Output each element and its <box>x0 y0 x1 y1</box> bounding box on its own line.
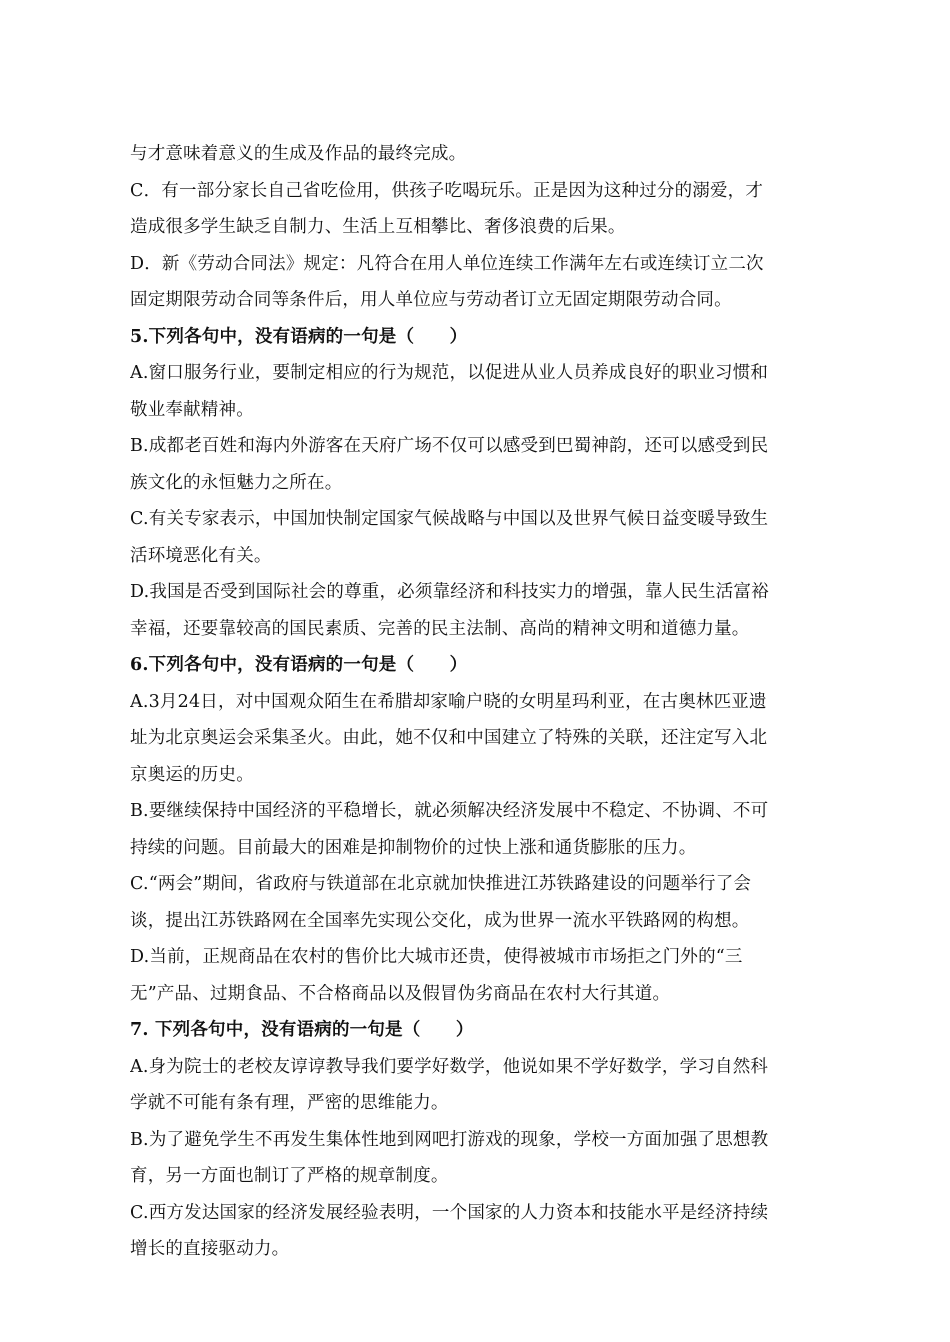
text-line: 活环境恶化有关。 <box>130 545 272 566</box>
text-line: C.西方发达国家的经济发展经验表明，一个国家的人力资本和技能水平是经济持续 <box>130 1202 769 1223</box>
text-line: 固定期限劳动合同等条件后，用人单位应与劳动者订立无固定期限劳动合同。 <box>130 290 732 310</box>
text-line: C.“两会”期间，省政府与铁道部在北京就加快推进江苏铁路建设的问题举行了会 <box>130 874 752 894</box>
question-heading: 7. 下列各句中，没有语病的一句是（ ） <box>130 1020 474 1040</box>
text-line: A.窗口服务行业，要制定相应的行为规范，以促进从业人员养成良好的职业习惯和 <box>130 363 769 383</box>
text-line: C.有关专家表示，中国加快制定国家气候战略与中国以及世界气候日益变暖导致生 <box>130 509 769 529</box>
text-line: B.为了避免学生不再发生集体性地到网吧打游戏的现象，学校一方面加强了思想教 <box>130 1129 769 1150</box>
text-line: 持续的问题。目前最大的困难是抑制物价的过快上涨和通货膨胀的压力。 <box>130 837 697 858</box>
text-line: C．有一部分家长自己省吃俭用，供孩子吃喝玩乐。正是因为这种过分的溺爱，才 <box>130 180 764 201</box>
text-line: 敬业奉献精神。 <box>130 399 254 420</box>
text-line: A.身为院士的老校友谆谆教导我们要学好数学，他说如果不学好数学，学习自然科 <box>130 1056 769 1077</box>
document-page <box>130 136 825 1268</box>
question-heading: 6.下列各句中，没有语病的一句是（ ） <box>130 655 468 675</box>
text-line: 京奥运的历史。 <box>130 764 254 785</box>
text-line: D．新《劳动合同法》规定：凡符合在用人单位连续工作满年左右或连续订立二次 <box>130 253 764 274</box>
text-line: B.要继续保持中国经济的平稳增长，就必须解决经济发展中不稳定、不协调、不可 <box>130 801 769 821</box>
text-line: 学就不可能有条有理，严密的思维能力。 <box>130 1093 449 1113</box>
text-line: 族文化的永恒魅力之所在。 <box>130 472 343 493</box>
text-line: A.3月24日，对中国观众陌生在希腊却家喻户晓的女明星玛利亚，在古奥林匹亚遗 <box>130 691 767 712</box>
text-line: 与才意味着意义的生成及作品的最终完成。 <box>130 144 467 164</box>
text-line: 增长的直接驱动力。 <box>130 1239 290 1259</box>
text-line: 无”产品、过期食品、不合格商品以及假冒伪劣商品在农村大行其道。 <box>130 983 671 1004</box>
text-line: 谈，提出江苏铁路网在全国率先实现公交化，成为世界一流水平铁路网的构想。 <box>130 910 750 931</box>
text-line: D.我国是否受到国际社会的尊重，必须靠经济和科技实力的增强，靠人民生活富裕 <box>130 582 769 602</box>
text-line: D.当前，正规商品在农村的售价比大城市还贵，使得被城市市场拒之门外的“三 <box>130 947 743 967</box>
text-line: 造成很多学生缺乏自制力、生活上互相攀比、奢侈浪费的后果。 <box>130 217 626 237</box>
text-line: 幸福，还要靠较高的国民素质、完善的民主法制、高尚的精神文明和道德力量。 <box>130 618 750 639</box>
text-line: 址为北京奥运会采集圣火。由此，她不仅和中国建立了特殊的关联，还注定写入北 <box>130 728 768 748</box>
text-line: B.成都老百姓和海内外游客在天府广场不仅可以感受到巴蜀神韵，还可以感受到民 <box>130 436 769 456</box>
question-heading: 5.下列各句中，没有语病的一句是（ ） <box>130 326 468 347</box>
text-line: 育，另一方面也制订了严格的规章制度。 <box>130 1166 449 1186</box>
